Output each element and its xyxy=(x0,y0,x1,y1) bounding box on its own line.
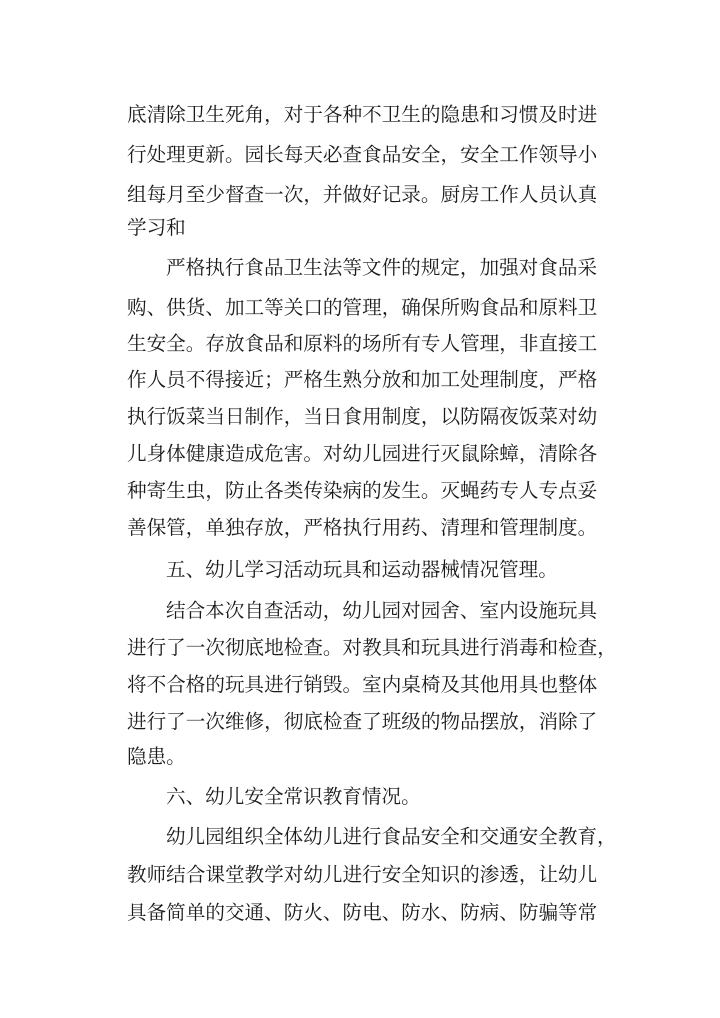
paragraph-line: 学习和 xyxy=(127,216,186,239)
paragraph-line: 结合本次自查活动，幼儿园对园舍、室内设施玩具 xyxy=(166,599,598,622)
paragraph-line: 组每月至少督查一次，并做好记录。厨房工作人员认真 xyxy=(127,183,598,206)
paragraph-line: 善保管，单独存放，严格执行用药、清理和管理制度。 xyxy=(127,516,598,539)
paragraph-line: 生安全。存放食品和原料的场所有专人管理，非直接工 xyxy=(127,332,598,355)
paragraph-line: 底清除卫生死角，对于各种不卫生的隐患和习惯及时进 xyxy=(127,103,598,126)
section-heading: 五、幼儿学习活动玩具和运动器械情况管理。 xyxy=(166,558,558,581)
paragraph-line: 严格执行食品卫生法等文件的规定，加强对食品采 xyxy=(166,256,598,279)
section-heading: 六、幼儿安全常识教育情况。 xyxy=(166,785,421,808)
paragraph-line: 具备简单的交通、防火、防电、防水、防病、防骗等常 xyxy=(127,901,598,924)
paragraph-line: 进行了一次维修，彻底检查了班级的物品摆放，消除了 xyxy=(127,710,598,733)
paragraph-line: 进行了一次彻底地检查。对教具和玩具进行消毒和检查， xyxy=(127,636,617,659)
paragraph-line: 购、供货、加工等关口的管理，确保所购食品和原料卫 xyxy=(127,296,598,319)
paragraph-line: 幼儿园组织全体幼儿进行食品安全和交通安全教育， xyxy=(166,825,617,848)
paragraph-line: 教师结合课堂教学对幼儿进行安全知识的渗透，让幼儿 xyxy=(127,863,598,886)
paragraph-line: 将不合格的玩具进行销毁。室内桌椅及其他用具也整体 xyxy=(127,673,598,696)
paragraph-line: 行处理更新。园长每天必查食品安全，安全工作领导小 xyxy=(127,143,598,166)
paragraph-line: 执行饭菜当日制作，当日食用制度，以防隔夜饭菜对幼 xyxy=(127,405,598,428)
paragraph-line: 种寄生虫，防止各类传染病的发生。灭蝇药专人专点妥 xyxy=(127,479,598,502)
paragraph-line: 隐患。 xyxy=(127,745,186,768)
paragraph-line: 作人员不得接近；严格生熟分放和加工处理制度，严格 xyxy=(127,368,598,391)
paragraph-line: 儿身体健康造成危害。对幼儿园进行灭鼠除蟑，清除各 xyxy=(127,442,598,465)
